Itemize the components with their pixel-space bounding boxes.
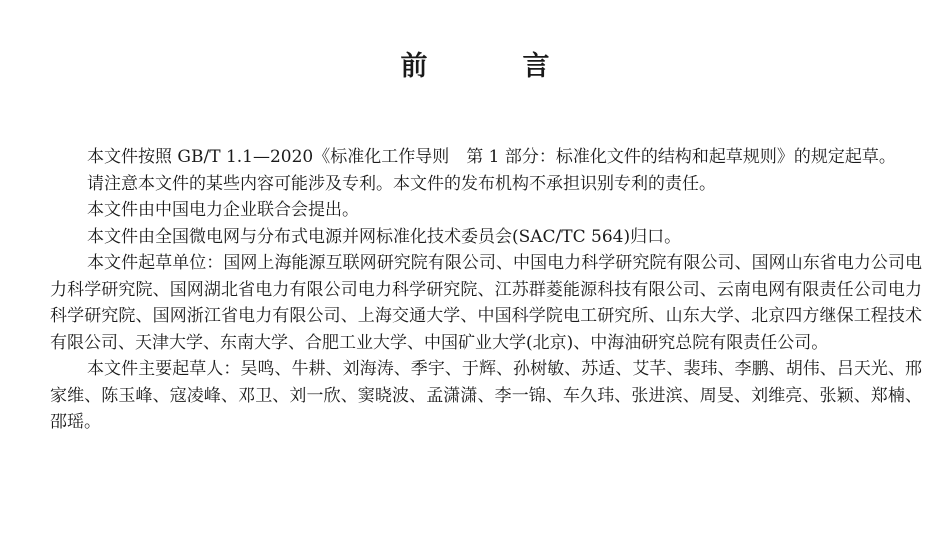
paragraph-patent-notice: 请注意本文件的某些内容可能涉及专利。本文件的发布机构不承担识别专利的责任。	[87, 173, 716, 194]
paragraph-committee: 本文件由全国微电网与分布式电源并网标准化技术委员会(SAC/TC 564)归口。	[87, 226, 682, 247]
document-body	[50, 144, 922, 436]
page-title: 前 言	[400, 51, 584, 82]
paragraph-main-drafters: 本文件主要起草人：吴鸣、牛耕、刘海涛、季宇、于辉、孙树敏、苏适、艾芊、裴玮、李鹏、胡伟、吕天光、邢家维、陈玉峰、寇凌峰、邓卫、刘一欣、窦晓波、孟潇潇、李一锦、车久玮、张进滨、周旻、刘维亮、张颖、郑楠、邵瑶。	[50, 359, 922, 432]
paragraph-drafting-units: 本文件起草单位：国网上海能源互联网研究院有限公司、中国电力科学研究院有限公司、国网山东省电力公司电力科学研究院、国网湖北省电力有限公司电力科学研究院、江苏群菱能源科技有限公司、云南电网有限责任公司电力科学研究院、国网浙江省电力有限公司、上海交通大学、中国科学院电工研究所、山东大学、北京四方继保工程技术有限公司、天津大学、东南大学、合肥工业大学、中国矿业大学(北京)、中海油研究总院有限责任公司。	[50, 253, 922, 353]
paragraph-proposer: 本文件由中国电力企业联合会提出。	[87, 200, 359, 220]
paragraph-drafting-basis: 本文件按照 GB/T 1.1—2020《标准化工作导则 第 1 部分：标准化文件的结构和起草规则》的规定起草。	[87, 147, 896, 167]
